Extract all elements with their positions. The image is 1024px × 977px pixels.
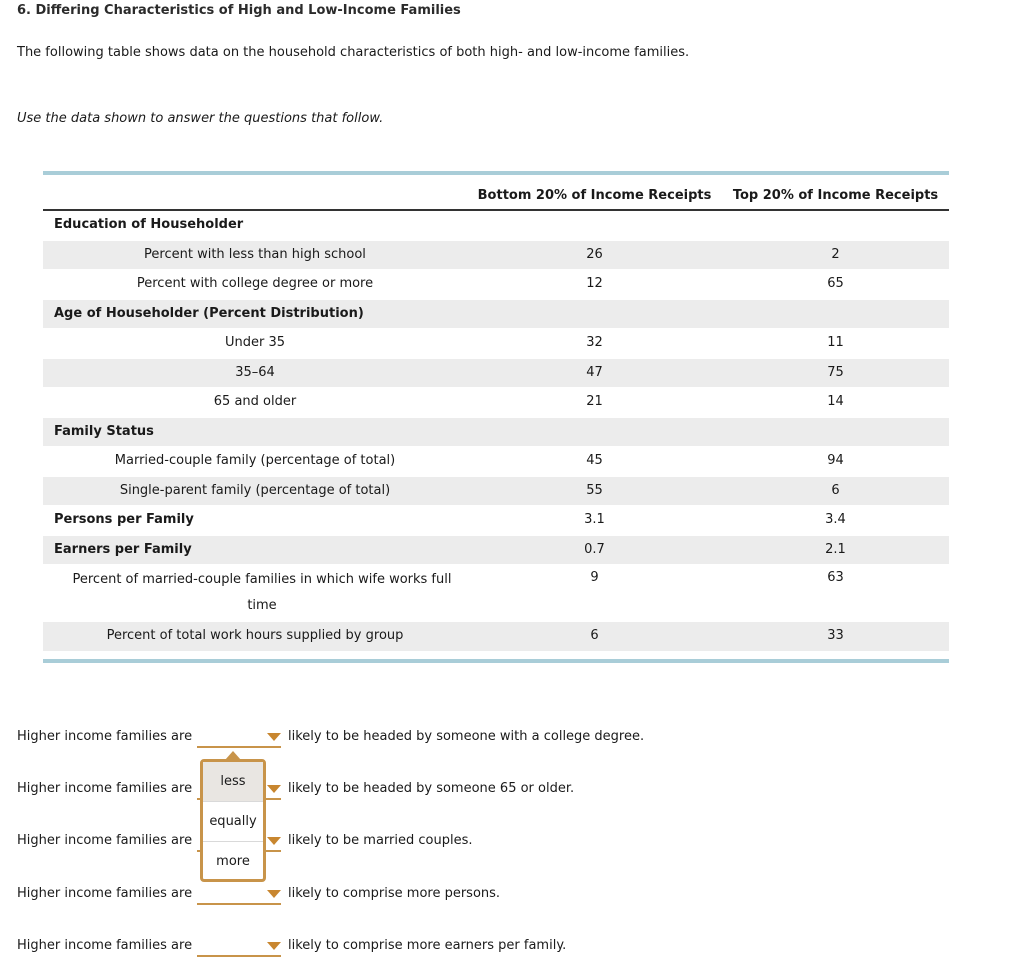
bottom-value: 32 <box>586 335 603 351</box>
row-label: Percent of total work hours supplied by group <box>43 622 467 652</box>
bottom-value: 9 <box>590 570 599 585</box>
instruction-text: Use the data shown to answer the questions that follow. <box>17 111 384 126</box>
bottom-value: 3.1 <box>584 512 605 528</box>
top-value: 3.4 <box>825 512 846 528</box>
table-row <box>43 417 949 447</box>
row-label: Persons per Family <box>54 512 194 528</box>
intro-text: The following table shows data on the household characteristics of both high- and low-income families. <box>17 45 690 60</box>
row-label: Percent with less than high school <box>43 240 467 270</box>
top-value: 6 <box>722 476 949 506</box>
question-prefix: Higher income families are <box>17 781 193 796</box>
row-label: Education of Householder <box>54 217 244 233</box>
question-prefix: Higher income families are <box>17 938 193 953</box>
table-row <box>43 535 949 565</box>
row-label: Percent with college degree or more <box>136 276 374 292</box>
question-prefix: Higher income families are <box>17 886 193 901</box>
dropdown-menu <box>200 759 266 882</box>
row-label: Family Status <box>43 417 467 447</box>
row-label: Single-parent family (percentage of total) <box>43 476 467 506</box>
row-label: Under 35 <box>224 335 286 351</box>
table-row <box>43 210 949 240</box>
table-row <box>43 622 949 652</box>
top-value: 75 <box>722 358 949 388</box>
question-suffix: likely to comprise more earners per family. <box>288 938 567 953</box>
data-table <box>43 171 949 652</box>
top-value: 2.1 <box>722 535 949 565</box>
table-row <box>43 270 949 300</box>
top-value: 33 <box>722 622 949 652</box>
bottom-value: 45 <box>586 453 603 469</box>
dropdown-arrow-icon[interactable] <box>267 890 281 898</box>
page-title: 6. Differing Characteristics of High and Low-Income Families <box>17 3 461 18</box>
bottom-value: 26 <box>467 240 722 270</box>
table-row <box>43 388 949 418</box>
header-top-20: Top 20% of Income Receipts <box>722 175 949 210</box>
row-label: Age of Householder (Percent Distribution) <box>43 299 467 329</box>
table-bottom-rule <box>43 659 949 663</box>
top-value: 11 <box>827 335 844 351</box>
table-row <box>43 565 949 622</box>
top-value: 63 <box>827 570 844 585</box>
question-suffix: likely to be married couples. <box>288 833 473 848</box>
option-equally[interactable]: equally <box>203 802 263 842</box>
question-suffix: likely to comprise more persons. <box>288 886 501 901</box>
bottom-value: 47 <box>467 358 722 388</box>
row-label: Married-couple family (percentage of total) <box>114 453 396 469</box>
option-less[interactable]: less <box>203 762 263 802</box>
bottom-value: 55 <box>467 476 722 506</box>
answer-dropdown-1[interactable] <box>197 729 281 748</box>
row-label-text: Percent of married-couple families in which wife works full time <box>72 572 452 613</box>
bottom-value: 21 <box>586 394 603 410</box>
question-suffix: likely to be headed by someone with a college degree. <box>288 729 645 744</box>
top-value: 14 <box>827 394 844 410</box>
header-blank <box>43 175 467 210</box>
bottom-value: 0.7 <box>467 535 722 565</box>
answer-dropdown-5[interactable] <box>197 938 281 957</box>
top-value: 2 <box>722 240 949 270</box>
header-bottom-20: Bottom 20% of Income Receipts <box>467 175 722 210</box>
table-row <box>43 476 949 506</box>
row-label: 65 and older <box>213 394 297 410</box>
top-value: 65 <box>827 276 844 292</box>
dropdown-arrow-icon[interactable] <box>267 942 281 950</box>
dropdown-arrow-icon[interactable] <box>267 785 281 793</box>
question-prefix: Higher income families are <box>17 833 193 848</box>
table-row <box>43 447 949 477</box>
dropdown-arrow-icon[interactable] <box>267 837 281 845</box>
table-row <box>43 358 949 388</box>
dropdown-arrow-icon[interactable] <box>267 733 281 741</box>
answer-dropdown-4[interactable] <box>197 886 281 905</box>
dropdown-caret-icon <box>225 751 241 760</box>
bottom-value: 12 <box>586 276 603 292</box>
row-label <box>43 565 467 622</box>
table-row <box>43 299 949 329</box>
question-suffix: likely to be headed by someone 65 or older. <box>288 781 575 796</box>
top-value: 94 <box>827 453 844 469</box>
table-row <box>43 506 949 536</box>
question-prefix: Higher income families are <box>17 729 193 744</box>
table-row <box>43 329 949 359</box>
bottom-value: 6 <box>467 622 722 652</box>
row-label: Earners per Family <box>43 535 467 565</box>
row-label: 35–64 <box>43 358 467 388</box>
option-more[interactable]: more <box>216 854 250 869</box>
table-row <box>43 240 949 270</box>
